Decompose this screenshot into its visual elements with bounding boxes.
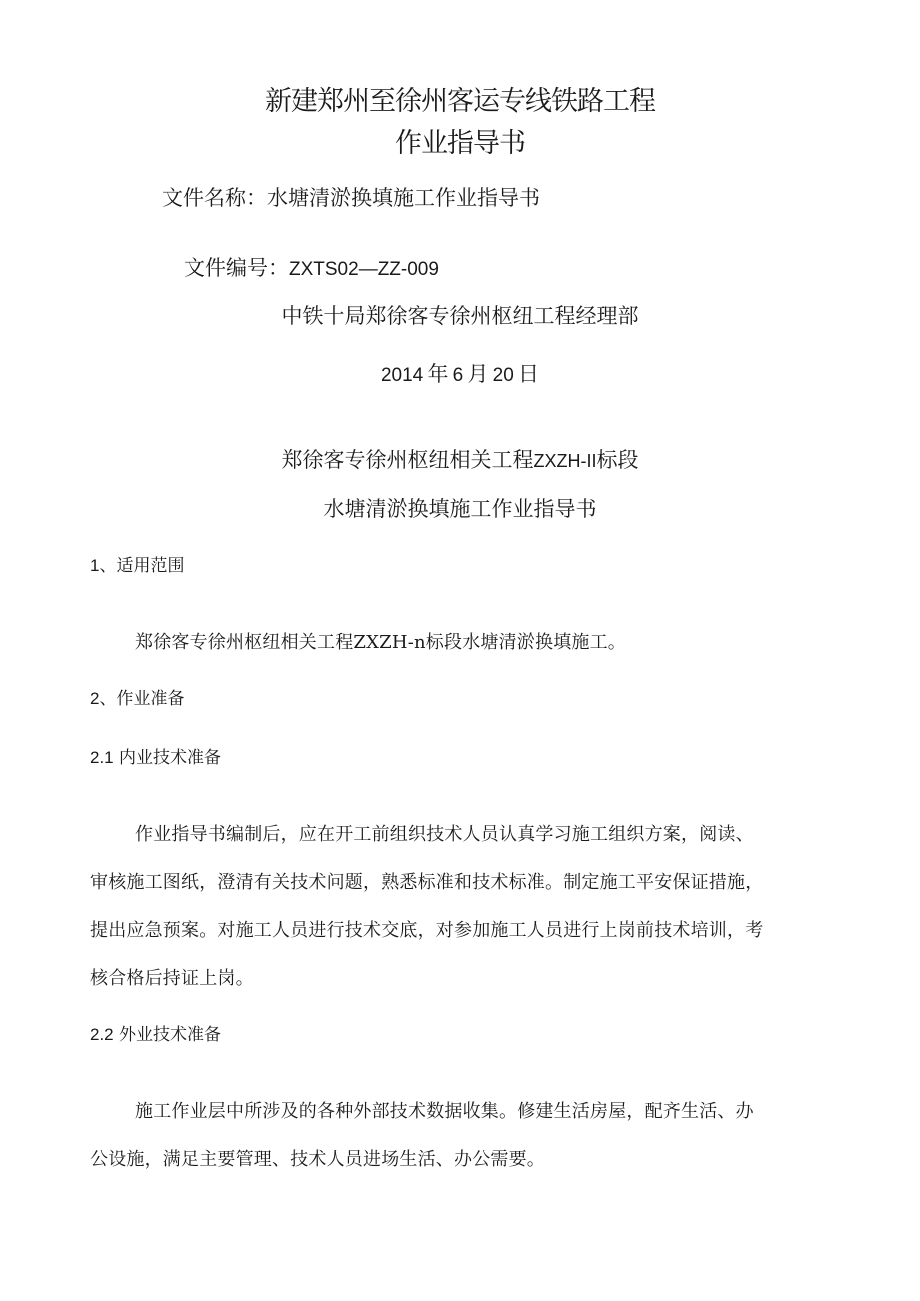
section-2-2-heading	[90, 1026, 221, 1044]
project-title-line2: 水塘清淤换填施工作业指导书	[323, 497, 597, 521]
section-2-heading	[90, 690, 184, 708]
date-month: 6	[452, 365, 464, 386]
date-year-unit: 年	[427, 362, 449, 386]
section-2-2-line-2: 公设施，满足主要管理、技术人员进场生活、办公需要。	[90, 1149, 545, 1170]
section-2-title: 作业准备	[116, 689, 185, 709]
section-2-2-title: 外业技术准备	[119, 1025, 222, 1045]
section-2-2-line-1: 施工作业层中所涉及的各种外部技术数据收集。修建生活房屋，配齐生活、办	[135, 1101, 754, 1122]
project-title-line1	[0, 450, 920, 471]
section-1-heading	[90, 557, 184, 575]
section-2-1-line-1: 作业指导书编制后，应在开工前组织技术人员认真学习施工组织方案，阅读、	[135, 824, 754, 845]
document-title-line2: 作业指导书	[395, 128, 525, 159]
file-name-label: 文件名称：	[162, 186, 267, 210]
section-2-number: 2、	[90, 689, 117, 708]
file-number-row	[184, 258, 439, 279]
section-2-1-line-2: 审核施工图纸，澄清有关技术问题，熟悉标准和技术标准。制定施工平安保证措施，	[90, 872, 764, 893]
document-date	[0, 364, 920, 385]
date-year: 2014	[380, 365, 424, 386]
section-1-title: 适用范围	[116, 556, 185, 576]
project-title-suffix: 标段	[596, 448, 639, 472]
section-2-1-title: 内业技术准备	[119, 748, 222, 768]
file-name-value: 水塘清淤换填施工作业指导书	[267, 186, 540, 210]
document-title-line1: 新建郑州至徐州客运专线铁路工程	[265, 86, 655, 117]
date-day: 20	[492, 365, 514, 386]
file-name-row	[162, 188, 540, 209]
section-2-1-line-3: 提出应急预案。对施工人员进行技术交底，对参加施工人员进行上岗前技术培训，考	[90, 920, 764, 941]
section-1-number: 1、	[90, 556, 117, 575]
file-number-label: 文件编号：	[184, 256, 289, 280]
date-month-unit: 月	[467, 362, 489, 386]
project-title-prefix: 郑徐客专徐州枢纽相关工程	[281, 448, 534, 472]
section-1-text: 郑徐客专徐州枢纽相关工程ZXZH-n标段水塘清淤换填施工。	[135, 632, 626, 653]
section-2-1-heading	[90, 749, 221, 767]
project-section-code: ZXZH-II	[533, 451, 597, 471]
section-2-1-line-4: 核合格后持证上岗。	[90, 968, 254, 989]
date-day-unit: 日	[518, 362, 539, 386]
section-2-2-number: 2.2	[90, 1025, 114, 1044]
section-2-1-number: 2.1	[90, 748, 114, 767]
file-number-value: ZXTS02—ZZ-009	[289, 259, 439, 280]
organization-name: 中铁十局郑徐客专徐州枢纽工程经理部	[281, 304, 639, 328]
